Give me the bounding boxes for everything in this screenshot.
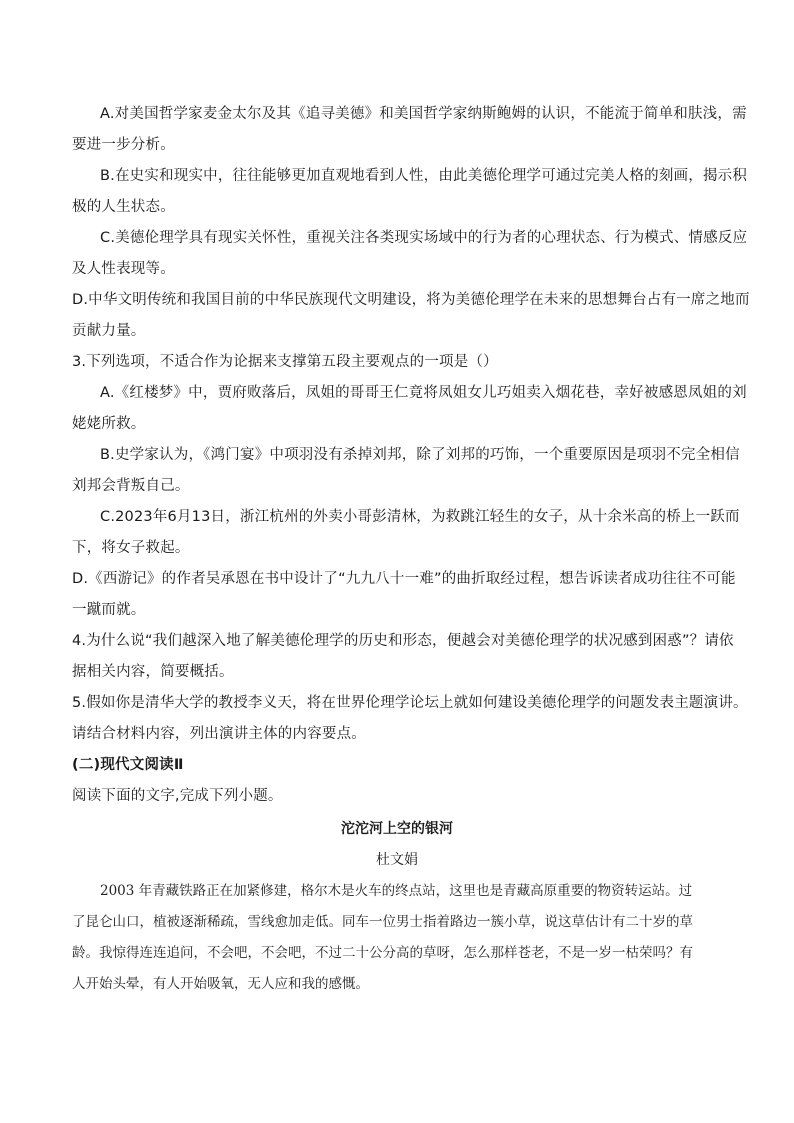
- q3-option-c-line-2: 下，将女子救起。: [72, 540, 190, 556]
- option-d-line-1: D.中华文明传统和我国目前的中华民族现代文明建设，将为美德伦理学在未来的思想舞台占有一席之地而: [72, 292, 750, 308]
- question-5-line-2: 请结合材料内容，列出演讲主体的内容要点。: [72, 726, 366, 742]
- q3-option-b-line-1: B.史学家认为，《鸿门宴》中项羽没有杀掉刘邦，除了刘邦的巧饰，一个重要原因是项羽不完全相信: [100, 447, 740, 463]
- article-paragraph-line-3: 龄。我惊得连连追问，不会吧，不会吧，不过二十公分高的草呀，怎么那样苍老，不是一岁一枯荣吗？有: [72, 945, 693, 961]
- question-4-line-1: 4.为什么说“我们越深入地了解美德伦理学的历史和形态，便越会对美德伦理学的状况感到困惑”？请依: [72, 633, 734, 649]
- q3-option-d-line-1: D.《西游记》的作者吴承恩在书中设计了“九九八十一难”的曲折取经过程，想告诉读者成功往往不可能: [72, 571, 736, 587]
- section-heading: (二)现代文阅读Ⅱ: [72, 757, 184, 773]
- option-d-line-2: 贡献力量。: [72, 323, 146, 339]
- question-3-stem: 3.下列选项，不适合作为论据来支撑第五段主要观点的一项是（）: [72, 354, 498, 370]
- option-b-line-1: B.在史实和现实中，往往能够更加直观地看到人性，由此美德伦理学可通过完美人格的刻画，揭示积: [100, 168, 748, 184]
- q3-option-c-line-1: C.2023年6月13日，浙江杭州的外卖小哥彭清林，为救跳江轻生的女子，从十余米高的桥上一跃而: [100, 509, 740, 525]
- option-b-line-2: 极的人生状态。: [72, 199, 175, 215]
- article-paragraph-line-2: 了昆仑山口，植被逐渐稀疏，雪线愈加走低。同车一位男士指着路边一簇小草，说这草估计有二十岁的草: [72, 914, 693, 930]
- article-title: 沱沱河上空的银河: [341, 821, 453, 837]
- option-a-line-2: 要进一步分析。: [72, 137, 175, 153]
- section-instruction: 阅读下面的文字,完成下列小题。: [72, 788, 283, 804]
- question-5-line-1: 5.假如你是清华大学的教授李义天，将在世界伦理学论坛上就如何建设美德伦理学的问题发表主题演讲。: [72, 695, 748, 711]
- option-a-line-1: A.对美国哲学家麦金太尔及其《追寻美德》和美国哲学家纳斯鲍姆的认识，不能流于简单和肤浅，需: [100, 106, 747, 122]
- article-author: 杜文娟: [376, 852, 418, 868]
- q3-option-a-line-2: 姥姥所救。: [72, 416, 146, 432]
- q3-option-d-line-2: 一蹴而就。: [72, 602, 146, 618]
- option-c-line-2: 及人性表现等。: [72, 261, 175, 277]
- article-paragraph-line-4: 人开始头晕，有人开始吸氧，无人应和我的感慨。: [72, 976, 369, 992]
- article-paragraph-line-1: 2003 年青藏铁路正在加紧修建，格尔木是火车的终点站，这里也是青藏高原重要的物资转运站。过: [100, 883, 693, 899]
- q3-option-b-line-2: 刘邦会背叛自己。: [72, 478, 190, 494]
- q3-option-a-line-1: A.《红楼梦》中，贾府败落后，凤姐的哥哥王仁竟将凤姐女儿巧姐卖入烟花巷，幸好被感恩凤姐的刘: [100, 385, 747, 401]
- question-4-line-2: 据相关内容，简要概括。: [72, 664, 234, 680]
- option-c-line-1: C.美德伦理学具有现实关怀性，重视关注各类现实场域中的行为者的心理状态、行为模式、情感反应: [100, 230, 748, 246]
